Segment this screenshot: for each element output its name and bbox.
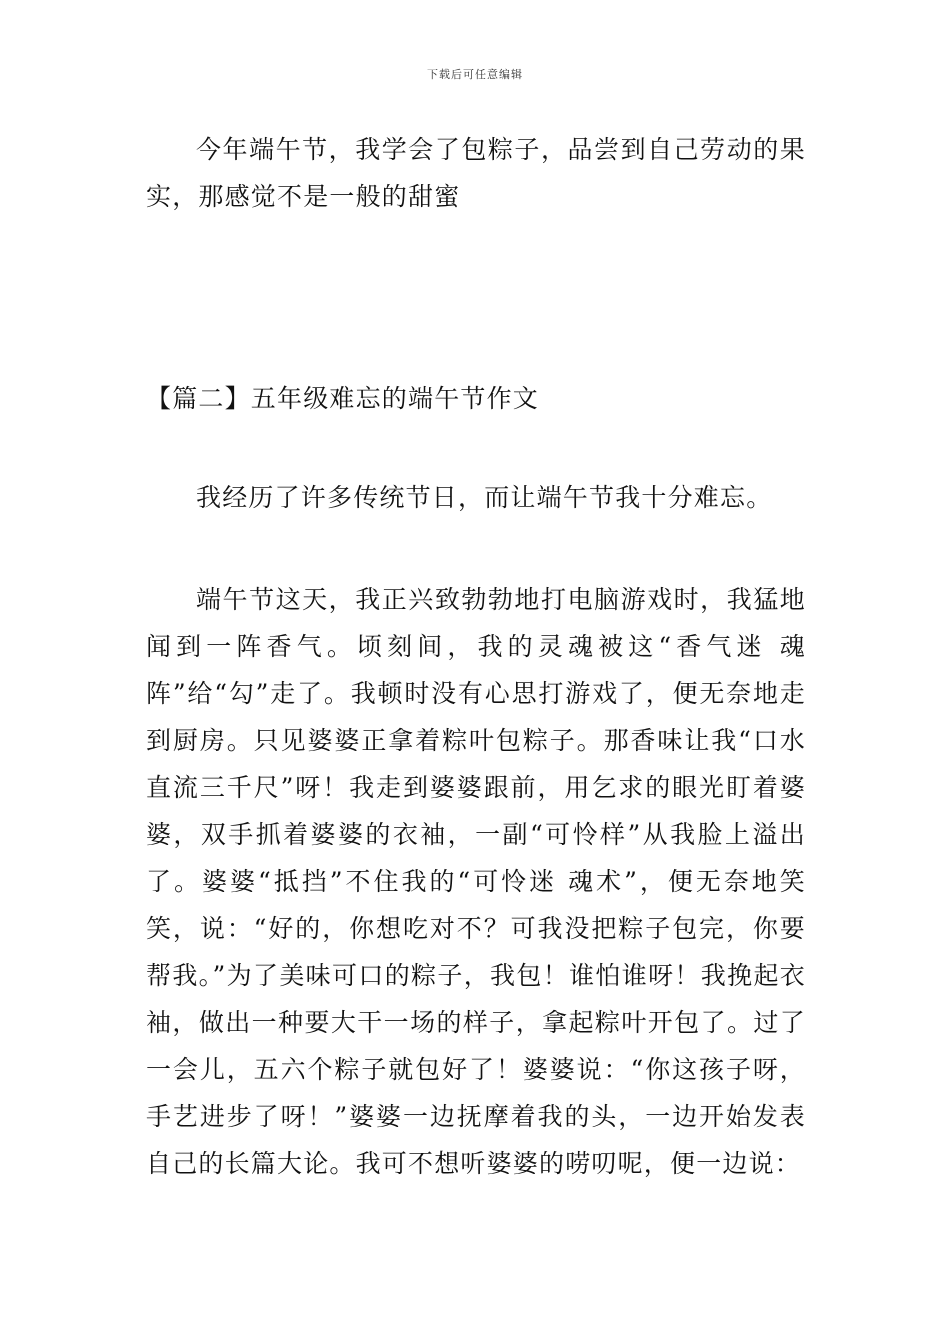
section-heading: 【篇二】五年级难忘的端午节作文 xyxy=(146,384,540,413)
paragraph-text: 今年端午节，我学会了包粽子，品尝到自己劳动的果实，那感觉不是一般的甜蜜 xyxy=(146,135,806,211)
paragraph-intro xyxy=(146,474,806,521)
paragraph-dragon-boat-conclusion xyxy=(146,126,806,220)
paragraph-text: 端午节这天，我正兴致勃勃地打电脑游戏时，我猛地闻到一阵香气。顷刻间，我的灵魂被这“香气迷 魂阵”给“勾”走了。我顿时没有心思打游戏了，便无奈地走到厨房。只见婆婆正拿着粽叶包粽子。那香味让我“口水直流三千尺”呀！我走到婆婆跟前，用乞求的眼光盯着婆婆，双手抓着婆婆的衣袖，一副“可怜样”从我脸上溢出了。婆婆“抵挡”不住我的“可怜迷 魂术”，便无奈地笑笑，说：“好的，你想吃对不？可我没把粽子包完，你要帮我。”为了美味可口的粽子，我包！谁怕谁呀！我挽起衣袖，做出一种要大干一场的样子，拿起粽叶开包了。过了一会儿，五六个粽子就包好了！婆婆说：“你这孩子呀，手艺进步了呀！”婆婆一边抚摩着我的头，一边开始发表自己的长篇大论。我可不想听婆婆的唠叨呢，便一边说： xyxy=(146,585,806,1178)
paragraph-text: 我经历了许多传统节日，而让端午节我十分难忘。 xyxy=(196,483,773,512)
section-heading-container xyxy=(146,375,806,422)
paragraph-story xyxy=(146,576,806,1187)
download-editable-note: 下载后可任意编辑 xyxy=(427,68,523,81)
